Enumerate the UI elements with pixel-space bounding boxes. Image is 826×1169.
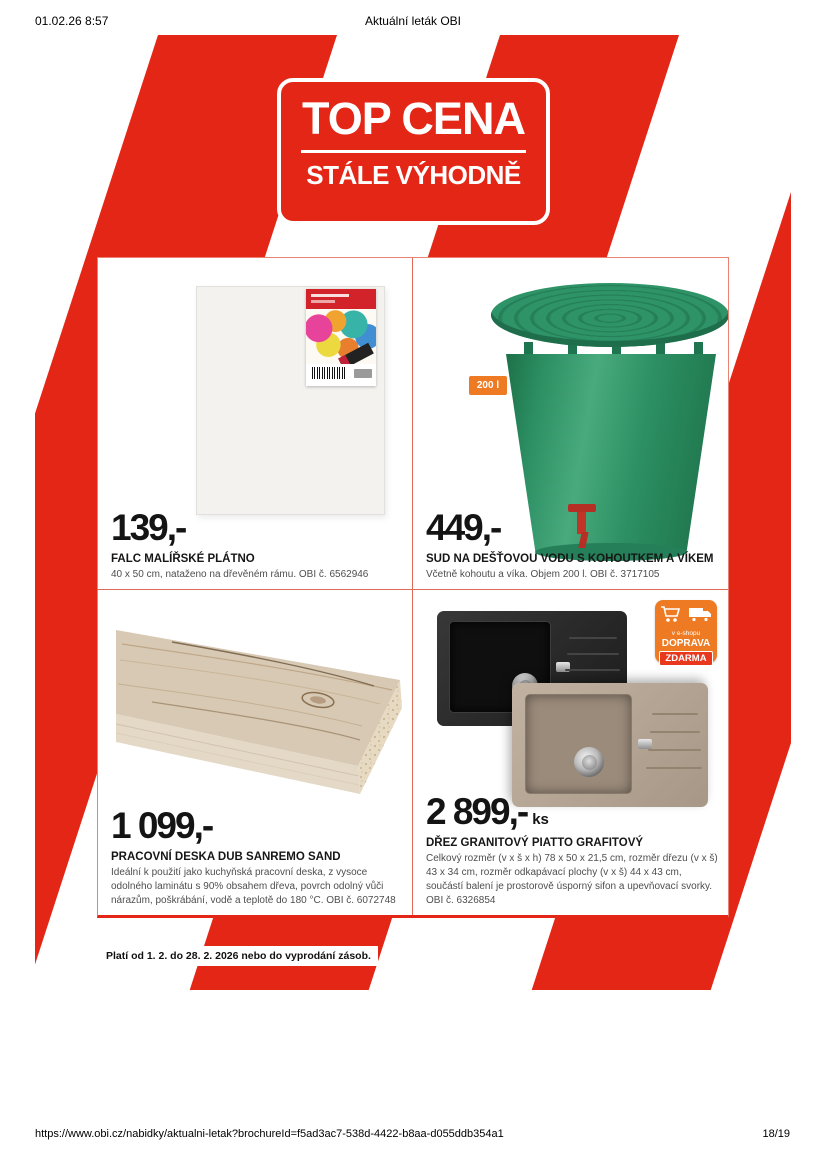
canvas-label-footer — [306, 364, 376, 386]
product-info — [426, 509, 718, 582]
product-price: 2 899,- ks — [426, 791, 549, 832]
leaflet-body — [35, 35, 791, 990]
free-shipping-badge — [655, 600, 717, 663]
print-datetime: 01.02.26 8:57 — [35, 14, 109, 28]
banner-divider — [301, 150, 526, 153]
product-description: Celkový rozměr (v x š x h) 78 x 50 x 21,5 cm, rozměr dřezu (v x š) 43 x 34 cm, rozměr odkapávací plochy (v x š) 44 x 43 cm, součástí balení je prostorově úsporný sifon a upevňovací svorky. OBI č. 6326854 — [426, 853, 718, 906]
product-panel-sink — [413, 590, 728, 915]
shipping-badge-line2: ZDARMA — [659, 651, 713, 666]
product-price: 449,- — [426, 507, 501, 548]
canvas-label-header — [306, 289, 376, 309]
product-title: DŘEZ GRANITOVÝ PIATTO GRAFITOVÝ — [426, 837, 644, 849]
print-footer-page-number: 18/19 — [762, 1128, 790, 1140]
canvas-label — [306, 289, 376, 386]
truck-icon — [688, 605, 712, 629]
product-price: 139,- — [111, 507, 186, 548]
product-panel-worktop — [98, 590, 413, 915]
product-title: SUD NA DEŠŤOVOU VODU S KOHOUTKEM A VÍKEM — [426, 553, 714, 565]
banner-subtitle: STÁLE VÝHODNĚ — [306, 160, 521, 191]
product-info — [426, 793, 718, 908]
banner-title: TOP CENA — [302, 93, 525, 144]
product-title: PRACOVNÍ DESKA DUB SANREMO SAND — [111, 851, 341, 863]
beige-sink-image — [512, 683, 708, 807]
product-panel-canvas — [98, 258, 413, 590]
price-unit: ks — [532, 811, 549, 828]
top-cena-banner — [277, 78, 550, 225]
print-title: Aktuální leták OBI — [364, 14, 462, 28]
print-footer-url: https://www.obi.cz/nabidky/aktualni-letak?brochureId=f5ad3ac7-538d-4422-b8aa-d055ddb354a1 — [35, 1128, 504, 1140]
product-info — [111, 807, 402, 908]
volume-badge: 200 l — [469, 376, 507, 395]
product-grid — [97, 257, 729, 918]
cart-icon — [660, 605, 682, 629]
barcode-icon — [312, 367, 346, 379]
product-description: Ideální k použití jako kuchyňská pracovní deska, z vysoce odolného laminátu s 90% obsahem dřeva, povrch odolný vůči nárazům, poškrábání, vodě a teplotě do 180 °C. OBI č. 6072748 — [111, 867, 396, 906]
product-description: 40 x 50 cm, nataženo na dřevěném rámu. OBI č. 6562946 — [111, 569, 369, 580]
product-info — [111, 509, 402, 582]
brush-icon — [338, 343, 374, 364]
barrel-lid — [491, 283, 728, 347]
paint-splash-art — [306, 309, 376, 364]
validity-note: Platí od 1. 2. do 28. 2. 2026 nebo do vyprodání zásob. — [99, 946, 378, 966]
shipping-badge-small-text: v e-shopu — [671, 630, 701, 637]
product-title: FALC MALÍŘSKÉ PLÁTNO — [111, 553, 255, 565]
product-description: Včetně kohoutu a víka. Objem 200 l. OBI č. 3717105 — [426, 569, 660, 580]
product-panel-rain-barrel — [413, 258, 728, 590]
worktop-product-image — [112, 608, 404, 825]
product-price: 1 099,- — [111, 805, 213, 846]
label-mini-tag — [354, 369, 372, 378]
drain-icon — [574, 747, 604, 777]
shipping-badge-line1: DOPRAVA — [661, 637, 711, 649]
